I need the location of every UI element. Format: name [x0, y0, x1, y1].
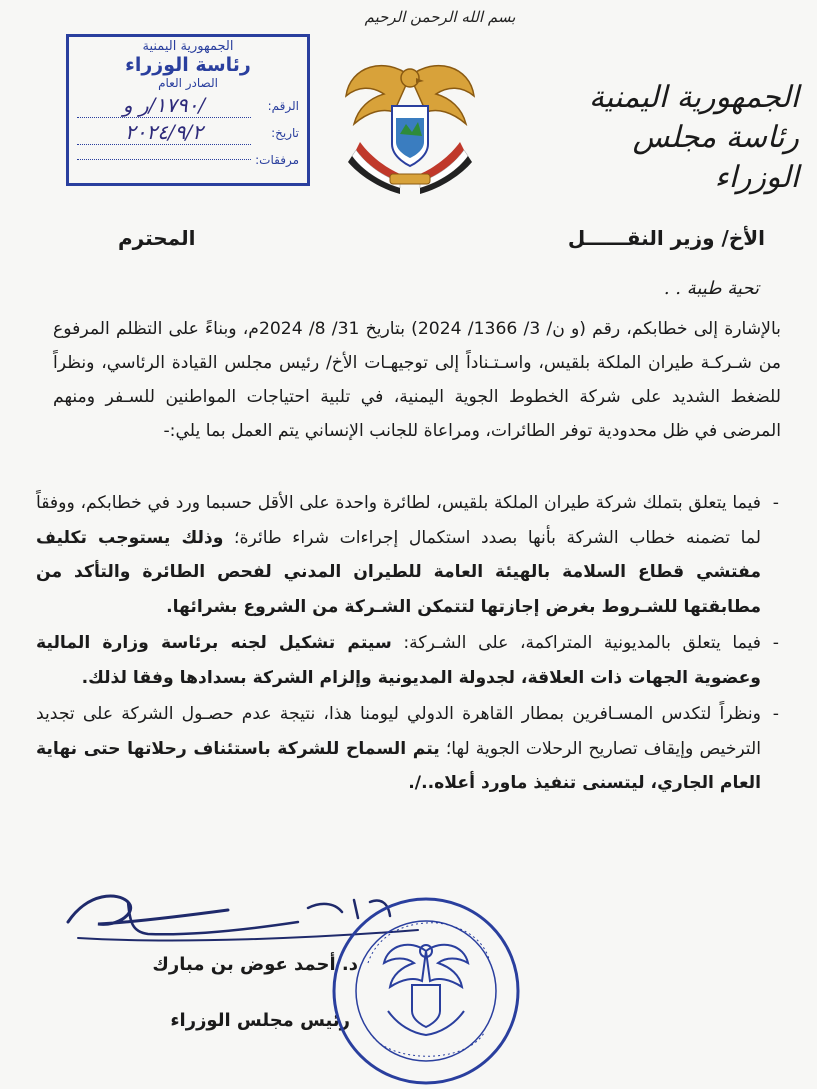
- government-header: [569, 78, 799, 198]
- directive-debt-text: فيما يتعلق بالمديونية المتراكمة، على الشـركة:: [391, 633, 761, 653]
- directive-item-debt: [36, 626, 781, 695]
- stamp-number-value: ١٧٩٠/ر و/: [77, 93, 251, 118]
- stamp-number-label: الرقم:: [267, 98, 299, 113]
- signatory-title: رئيس مجلس الوزراء: [170, 1010, 350, 1031]
- directive-aircraft-decision: وذلك يستوجب تكليف مفتشي قطاع السلامة بالهيئة العامة للطيران المدني لفحص الطائرة والتأكد من مطابقتها للشـروط بغرض إجازتها لتتمكن الشـركة من الشروع بشرائها.: [36, 527, 761, 617]
- signatory-name: د. أحمد عوض بن مبارك: [152, 954, 358, 975]
- directive-flights-decision: يتم السماح للشركة باستئناف رحلاتها حتى نهاية العام الجاري، ليتسنى تنفيذ ماورد أعلاه../.: [36, 738, 761, 793]
- basmala: بسم الله الرحمن الرحيم: [364, 8, 516, 26]
- addressee: الأخ/ وزير النقــــــل: [567, 226, 765, 250]
- stamp-attachments-label: مرفقات:: [255, 152, 299, 167]
- stamp-date-label: تاريخ:: [271, 125, 299, 140]
- stamp-line3: الصادر العام: [158, 76, 218, 90]
- directive-aircraft-text: فيما يتعلق بتملك شركة طيران الملكة بلقيس، لطائرة واحدة على الأقل حسبما ورد في خطابكم، ووفقاً لما تضمنه خطاب الشركة بأنها بصدد استكمال إجراءات شراء طائرة؛: [36, 493, 761, 548]
- greeting: تحية طيبة . .: [663, 278, 759, 299]
- stamp-attachments-value: [77, 159, 251, 160]
- official-seal-icon: [328, 893, 524, 1089]
- directive-item-flights: [36, 697, 781, 801]
- directive-debt-decision: سيتم تشكيل لجنه برئاسة وزارة المالية وعضوية الجهات ذات العلاقة، لجدولة المديونية وإلزام الشركة بسدادها وفقا لذلك.: [36, 633, 761, 688]
- stamp-line1: الجمهورية اليمنية: [142, 39, 234, 54]
- honorific: المحترم: [118, 226, 196, 250]
- directive-list: [36, 486, 781, 803]
- directive-flights-text: ونظراً لتكدس المسـافرين بمطار القاهرة الدولي ليومنا هذا، نتيجة عدم حصـول الشركة على تجديد الترخيص وإيقاف تصاريح الرحلات الجوية لها؛: [36, 704, 761, 759]
- stamp-date-value: ٢٠٢٤/٩/٢: [77, 120, 251, 145]
- directive-item-aircraft: [36, 486, 781, 624]
- intro-paragraph: بالإشارة إلى خطابكم، رقم (و ن/ 3/ 1366/ 2024) بتاريخ 31/ 8/ 2024م، وبناءً على التظلم المرفوع من شـركـة طيران الملكة بلقيس، واسـتـناداً إلى توجيهـات الأخ/ رئيس مجلس القيادة الرئاسي، ونظراً للضغط الشديد على شركة الخطوط الجوية اليمنية، في تلبية احتياجات المواطنين للسـفر ومنهم المرضى في ظل محدودية توفر الطائرات، ومراعاة للجانب الإنساني يتم العمل بما يلي:-: [53, 319, 781, 441]
- yemen-eagle-emblem-icon: [340, 46, 480, 196]
- registry-stamp: [66, 34, 310, 186]
- stamp-number-row: [77, 92, 299, 119]
- republic-title: الجمهورية اليمنية: [588, 80, 799, 115]
- stamp-date-row: [77, 119, 299, 146]
- presidency-title: رئاسة مجلس الوزراء: [632, 120, 799, 195]
- stamp-line2: رئاسة الوزراء: [125, 54, 251, 76]
- stamp-attachments-row: [77, 146, 299, 173]
